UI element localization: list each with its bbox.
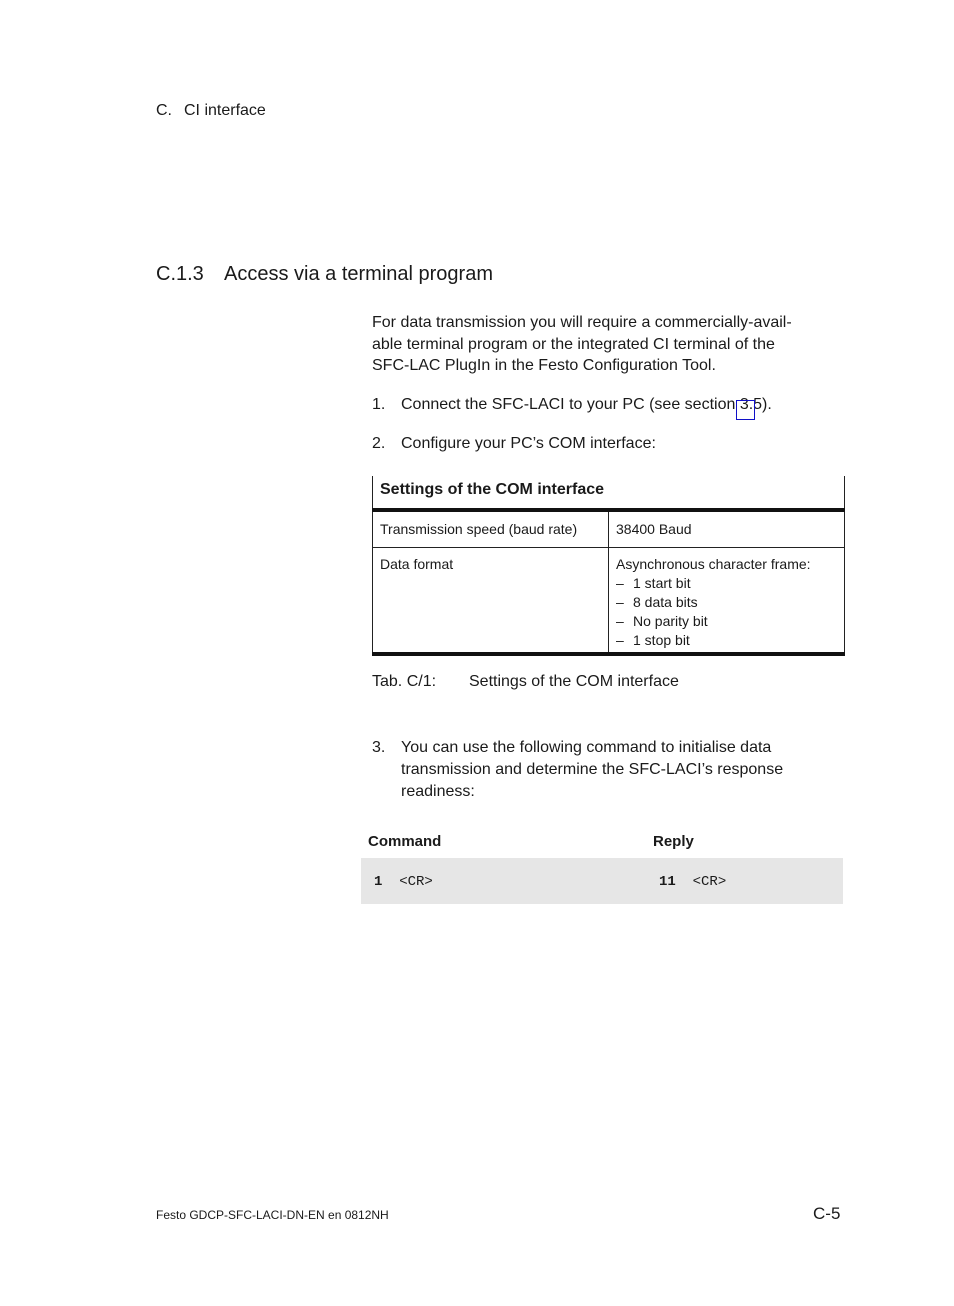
dash-bullet: – bbox=[616, 594, 624, 610]
step-number: 1. bbox=[372, 396, 386, 413]
table-title: Settings of the COM interface bbox=[373, 476, 845, 510]
step-number: 2. bbox=[372, 435, 386, 452]
footer-document-id: Festo GDCP-SFC-LACI-DN-EN en 0812NH bbox=[156, 1208, 389, 1222]
step-text: Connect the SFC-LACI to your PC (see section 3.5). bbox=[401, 396, 772, 413]
intro-line: SFC-LAC PlugIn in the Festo Configuration Tool. bbox=[372, 357, 716, 374]
dash-bullet: – bbox=[616, 632, 624, 648]
section-reference-link[interactable] bbox=[736, 400, 755, 420]
running-header bbox=[156, 102, 266, 120]
caption-label: Tab. C/1: bbox=[372, 673, 437, 690]
step-3 bbox=[372, 737, 832, 803]
table-row bbox=[373, 510, 845, 548]
list-item: – No parity bit bbox=[616, 613, 708, 629]
row-value: 38400 Baud bbox=[609, 510, 845, 548]
section-title: Access via a terminal program bbox=[224, 263, 493, 285]
list-item: – 1 start bit bbox=[616, 575, 691, 591]
reply-header: Reply bbox=[653, 833, 694, 850]
dash-bullet: – bbox=[616, 613, 624, 629]
step-number: 3. bbox=[372, 739, 386, 756]
table-row bbox=[373, 548, 845, 655]
step-2 bbox=[372, 433, 832, 455]
com-settings-table bbox=[372, 476, 845, 656]
chapter-number: C. bbox=[156, 102, 172, 119]
row-value-cell bbox=[609, 548, 845, 655]
command-header: Command bbox=[368, 833, 442, 850]
chapter-title: CI interface bbox=[184, 102, 266, 119]
caption-text: Settings of the COM interface bbox=[469, 673, 679, 690]
section-number: C.1.3 bbox=[156, 263, 204, 285]
intro-paragraph bbox=[372, 312, 832, 377]
reply-value: 11 <CR> bbox=[659, 874, 727, 890]
list-item: – 1 stop bit bbox=[616, 632, 690, 648]
list-item: – 8 data bits bbox=[616, 594, 698, 610]
row-label: Data format bbox=[373, 548, 609, 655]
step-text: You can use the following command to initialise data transmission and determine the SFC-LACI’s response readiness: bbox=[401, 739, 784, 800]
table-caption bbox=[372, 673, 679, 691]
step-1 bbox=[372, 394, 832, 416]
row-label: Transmission speed (baud rate) bbox=[373, 510, 609, 548]
step-text: Configure your PC’s COM interface: bbox=[401, 435, 656, 452]
command-value: 1 <CR> bbox=[374, 874, 433, 890]
intro-line: For data transmission you will require a commercially-avail- bbox=[372, 314, 792, 331]
page-number: C-5 bbox=[813, 1204, 841, 1223]
row-value: Asynchronous character frame: bbox=[616, 556, 811, 572]
command-row bbox=[361, 858, 843, 904]
dash-bullet: – bbox=[616, 575, 624, 591]
intro-line: able terminal program or the integrated CI terminal of the bbox=[372, 335, 775, 353]
section-heading bbox=[156, 263, 493, 286]
